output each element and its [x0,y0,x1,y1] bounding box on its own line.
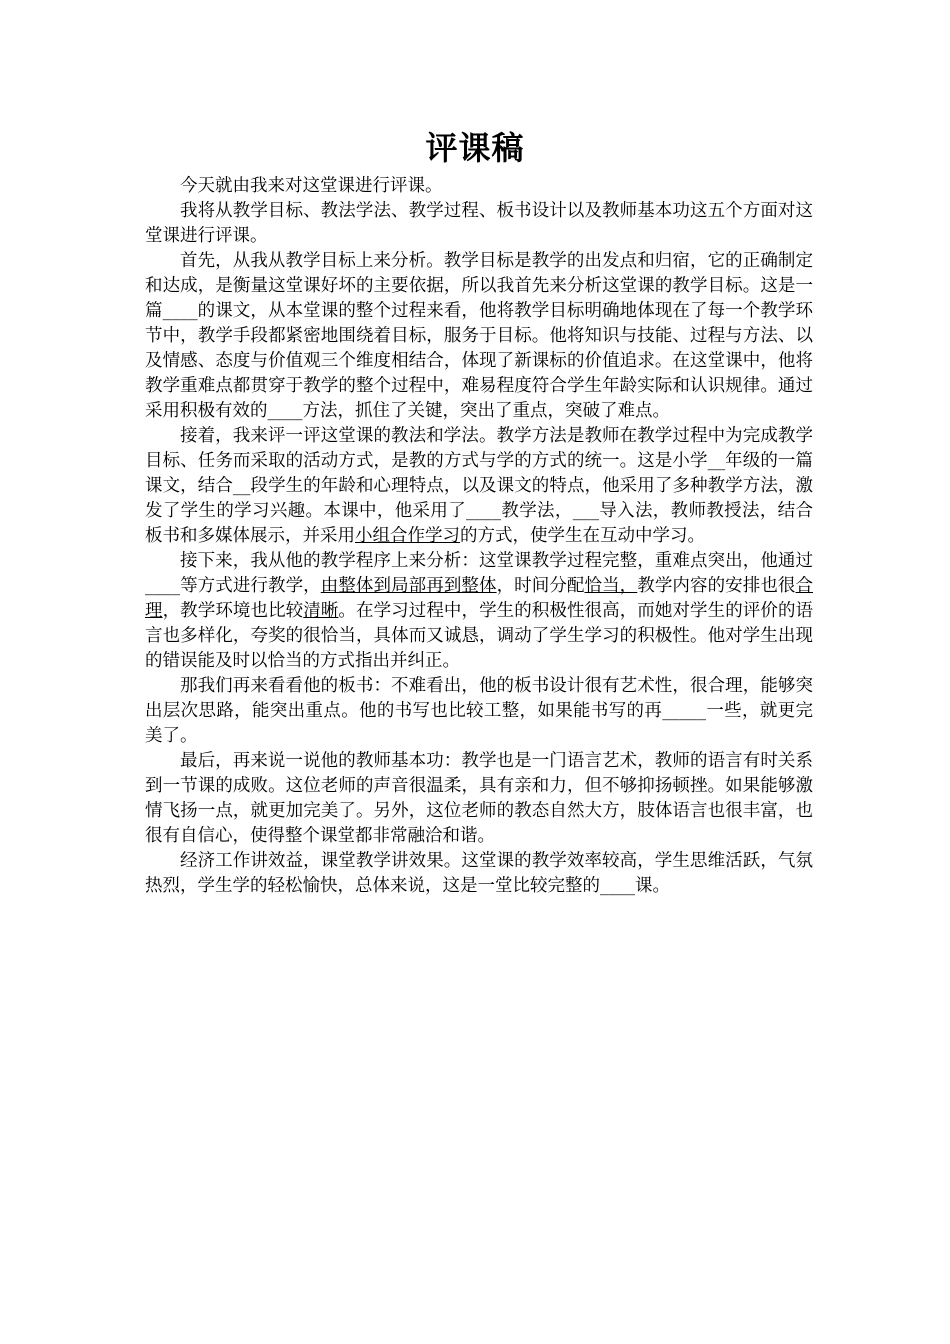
paragraph-text: 首先，从我从教学目标上来分析。教学目标是教学的出发点和归宿，它的正确制定和达成，是衡量这堂课好坏的主要依据，所以我首先来分析这堂课的教学目标。这是一篇____的课文，从本堂课的整个过程来看，他将教学目标明确地体现在了每一个教学环节中，教学手段都紧密地围绕着目标，服务于目标。他将知识与技能、过程与方法、以及情感、态度与价值观三个维度相结合，体现了新课标的价值追求。在这堂课中，他将教学重难点都贯穿于教学的整个过程中，难易程度符合学生年龄实际和认识规律。通过采用积极有效的____方法，抓住了关键，突出了重点，突破了难点。 [145,251,813,421]
paragraph-outline [145,199,813,249]
underlined-phrase: 恰当， [584,576,638,596]
paragraph-text: ，教学环境也比较 [162,601,304,621]
paragraph-text: 的方式，使学生在互动中学习。 [460,526,705,546]
paragraph-text: 今天就由我来对这堂课进行评课。 [180,176,443,196]
underlined-phrase: 清晰 [303,601,339,621]
paragraph-text: 教学内容的安排也很 [637,576,796,596]
paragraph-teaching-process [145,549,813,674]
underlined-phrase: 由整体到局部再到整体 [320,576,497,596]
paragraph-text: 我将从教学目标、教法学法、教学过程、板书设计以及教师基本功这五个方面对这堂课进行评课。 [145,201,813,246]
paragraph-text: 。在学习过程中，学生的积极性很高，而她对学生的评价的语言也多样化，夸奖的很恰当，具体而又诚恳，调动了学生学习的积极性。他对学生出现的错误能及时以恰当的方式指出并纠正。 [145,601,814,671]
paragraph-blackboard [145,674,813,749]
paragraph-teaching-goals [145,249,813,424]
paragraph-text: 经济工作讲效益，课堂教学讲效果。这堂课的教学效率较高，学生思维活跃，气氛热烈，学生学的轻松愉快，总体来说，这是一堂比较完整的____课。 [145,851,813,896]
document-title: 评课稿 [425,129,525,167]
paragraph-intro [145,174,813,199]
paragraph-text: ，时间分配 [496,576,585,596]
underlined-phrase: 小组合作学习 [355,526,460,546]
paragraph-text: 那我们再来看看他的板书：不难看出，他的板书设计很有艺术性，很合理，能够突出层次思路，能突出重点。他的书写也比较工整，如果能书写的再_____一些，就更完美了。 [145,676,813,746]
document-body [145,174,813,899]
paragraph-teacher-skills [145,749,813,849]
underlined-phrase: 合理 [145,576,814,621]
paragraph-text: 接着，我来评一评这堂课的教法和学法。教学方法是教师在教学过程中为完成教学目标、任务而采取的活动方式，是教的方式与学的方式的统一。这是小学__年级的一篇课文，结合__段学生的年龄和心理特点，以及课文的特点，他采用了多种教学方法，激发了学生的学习兴趣。本课中，他采用了____教学法，___导入法，教师教授法，结合板书和多媒体展示，并采用 [145,426,813,546]
paragraph-conclusion [145,849,813,899]
paragraph-teaching-methods [145,424,813,549]
paragraph-text: 接下来，我从他的教学程序上来分析：这堂课教学过程完整，重难点突出，他通过____等方式进行教学， [145,551,813,596]
paragraph-text: 最后，再来说一说他的教师基本功：教学也是一门语言艺术，教师的语言有时关系到一节课的成败。这位老师的声音很温柔，具有亲和力，但不够抑扬顿挫。如果能够激情飞扬一点，就更加完美了。另外，这位老师的教态自然大方，肢体语言也很丰富，也很有自信心，使得整个课堂都非常融洽和谐。 [145,751,813,846]
